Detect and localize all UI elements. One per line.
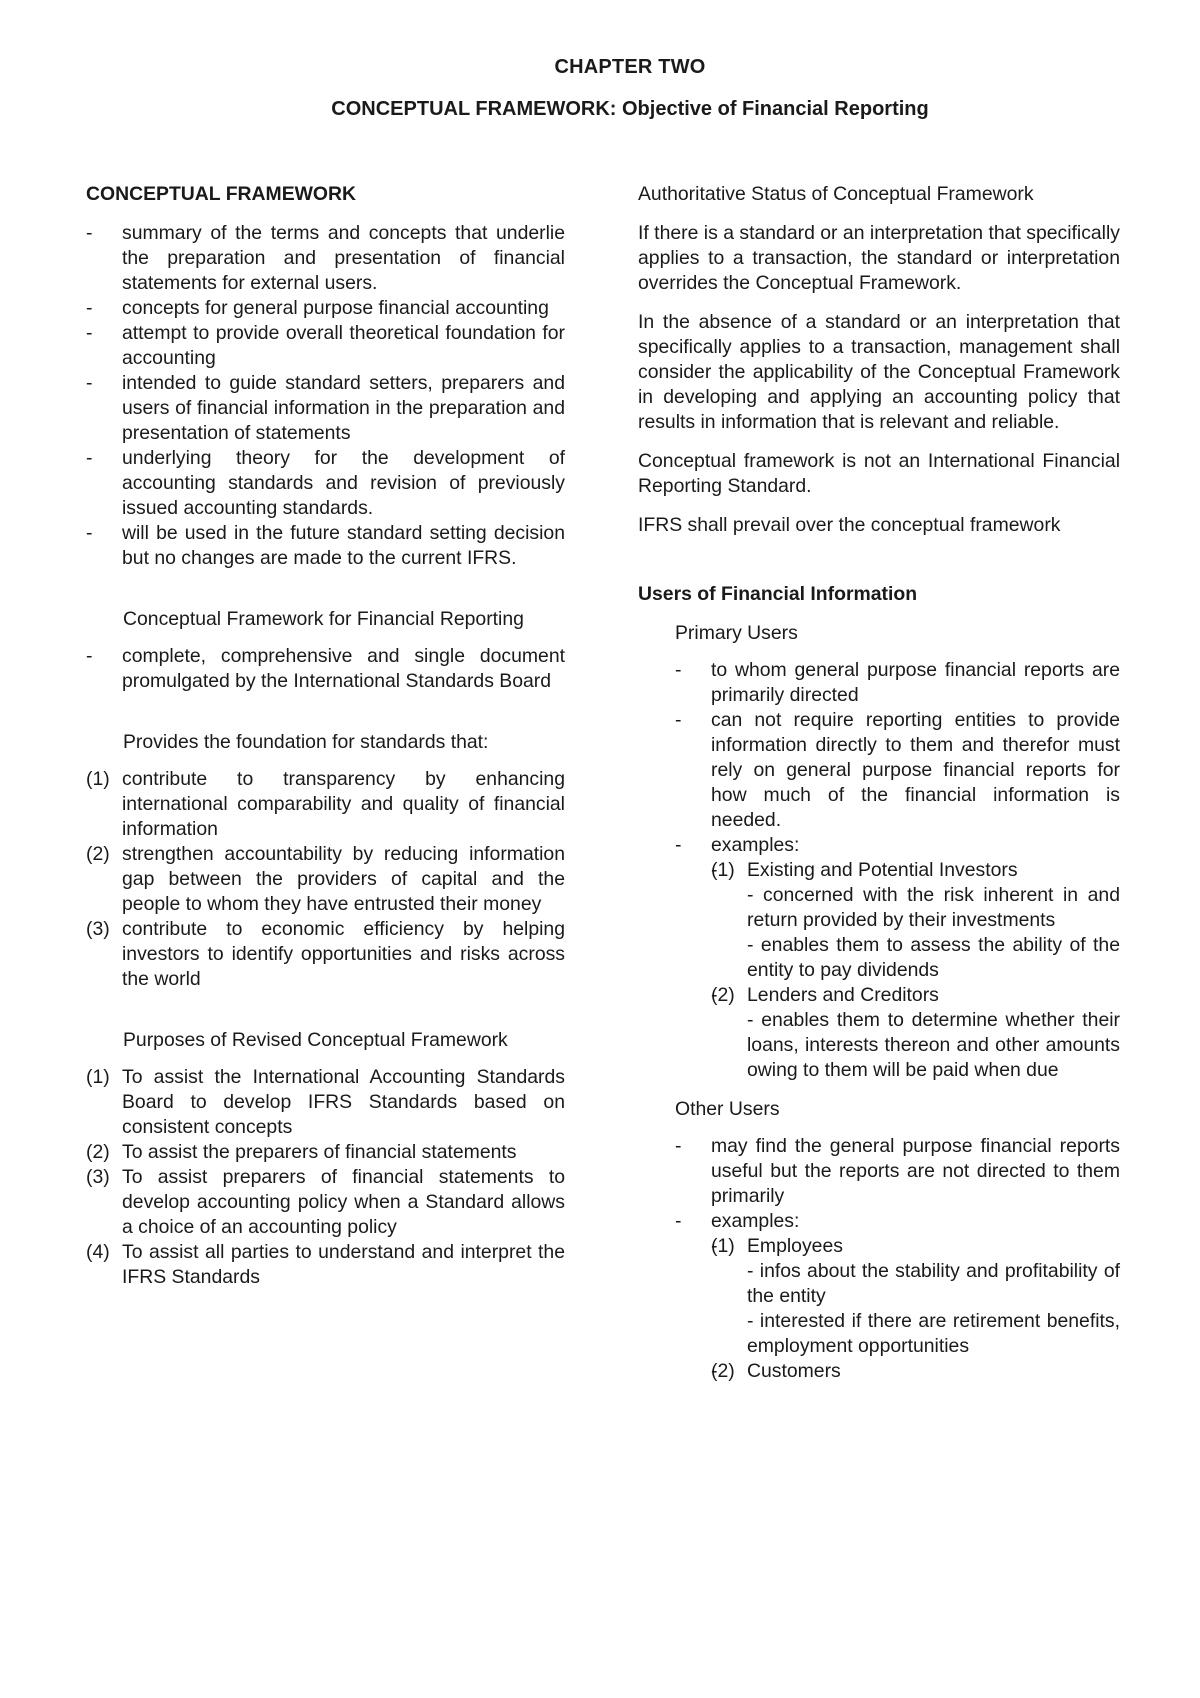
other-users-heading: Other Users [675, 1098, 780, 1120]
purposes-list [86, 1065, 565, 1290]
item-text: To assist preparers of financial statements to develop accounting policy when a Standard allows a choice of an accounting policy [122, 1166, 565, 1238]
item-number: (2) [86, 1141, 110, 1163]
item-number: (2) [86, 843, 110, 865]
example-name: Existing and Potential Investors [747, 859, 1018, 881]
foundation-heading: Provides the foundation for standards that: [123, 731, 489, 753]
purpose-item [86, 1240, 565, 1290]
chapter-title: CHAPTER TWO [554, 56, 706, 78]
example-note: - infos about the stability and profitability of the entity [747, 1260, 1120, 1307]
other-examples-item [675, 1209, 1120, 1384]
primary-user-item: - to whom general purpose financial reports are primarily directed [675, 658, 1120, 708]
item-number: (1) [86, 768, 110, 790]
auth-paragraph: Conceptual framework is not an International Financial Reporting Standard. [638, 450, 1120, 497]
purpose-item [86, 1140, 565, 1165]
primary-examples-item [675, 833, 1120, 1083]
definition-item: - will be used in the future standard setting decision but no changes are made to the current IFRS. [86, 521, 565, 571]
examples-label: examples: [711, 1210, 800, 1232]
definition-list [86, 221, 565, 571]
example-item [711, 858, 1120, 983]
item-text: contribute to economic efficiency by helping investors to identify opportunities and risks across the world [122, 918, 565, 990]
users-heading: Users of Financial Information [638, 583, 918, 605]
right-column [638, 182, 1120, 1384]
auth-paragraph: If there is a standard or an interpretation that specifically applies to a transaction, the standard or interpretation overrides the Conceptual Framework. [638, 222, 1120, 294]
primary-users-list [675, 658, 1120, 1083]
chapter-subtitle: CONCEPTUAL FRAMEWORK: Objective of Financial Reporting [331, 98, 929, 120]
definition-item: - concepts for general purpose financial accounting [86, 296, 565, 321]
authoritative-status-heading: Authoritative Status of Conceptual Framework [638, 183, 1034, 205]
example-item [711, 1359, 1120, 1384]
item-text: strengthen accountability by reducing information gap between the providers of capital and the people to whom they have entrusted their money [122, 843, 565, 915]
item-text: contribute to transparency by enhancing international comparability and quality of financial information [122, 768, 565, 840]
definition-item: - intended to guide standard setters, preparers and users of financial information in the preparation and presentation of statements [86, 371, 565, 446]
examples-label: examples: [711, 834, 800, 856]
foundation-item [86, 767, 565, 842]
example-name: Employees [747, 1235, 843, 1257]
item-text: To assist the preparers of financial statements [122, 1141, 517, 1163]
definition-item: - summary of the terms and concepts that underlie the preparation and presentation of financial statements for external users. [86, 221, 565, 296]
item-number: - (1) [711, 859, 735, 881]
other-examples-list [711, 1234, 1120, 1384]
example-name: Lenders and Creditors [747, 984, 939, 1006]
example-note: - enables them to assess the ability of the entity to pay dividends [747, 934, 1120, 981]
primary-user-item: - can not require reporting entities to provide information directly to them and therefor must rely on general purpose financial reports for how much of the financial information is needed. [675, 708, 1120, 833]
item-text: To assist all parties to understand and interpret the IFRS Standards [122, 1241, 565, 1288]
auth-paragraph: In the absence of a standard or an interpretation that specifically applies to a transaction, management shall consider the applicability of the Conceptual Framework in developing and applying an accounting policy that results in information that is relevant and reliable. [638, 311, 1120, 433]
example-note: - concerned with the risk inherent in and return provided by their investments [747, 884, 1120, 931]
purposes-heading: Purposes of Revised Conceptual Framework [123, 1029, 508, 1051]
conceptual-framework-heading: CONCEPTUAL FRAMEWORK [86, 183, 357, 205]
example-item [711, 1234, 1120, 1359]
cffr-item: - complete, comprehensive and single document promulgated by the International Standards Board [86, 644, 565, 694]
item-number: (4) [86, 1241, 110, 1263]
item-number: - (2) [711, 1360, 735, 1382]
purpose-item [86, 1065, 565, 1140]
other-user-item: - may find the general purpose financial reports useful but the reports are not directed to them primarily [675, 1134, 1120, 1209]
item-number: - (1) [711, 1235, 735, 1257]
definition-item: - underlying theory for the development of accounting standards and revision of previously issued accounting standards. [86, 446, 565, 521]
definition-item: - attempt to provide overall theoretical foundation for accounting [86, 321, 565, 371]
primary-examples-list [711, 858, 1120, 1083]
auth-paragraph: IFRS shall prevail over the conceptual framework [638, 514, 1061, 536]
left-column [86, 182, 565, 1290]
item-number: (3) [86, 918, 110, 940]
item-number: (3) [86, 1166, 110, 1188]
primary-users-heading: Primary Users [675, 622, 798, 644]
other-users-list [675, 1134, 1120, 1384]
item-number: - (2) [711, 984, 735, 1006]
foundation-item [86, 917, 565, 992]
primary-users-block [675, 658, 1120, 1083]
purpose-item [86, 1165, 565, 1240]
item-text: To assist the International Accounting Standards Board to develop IFRS Standards based on consistent concepts [122, 1066, 565, 1138]
example-note: - enables them to determine whether their loans, interests thereon and other amounts owing to them will be paid when due [747, 1009, 1120, 1081]
foundation-item [86, 842, 565, 917]
example-note: - interested if there are retirement benefits, employment opportunities [747, 1310, 1120, 1357]
cffr-heading: Conceptual Framework for Financial Reporting [123, 608, 524, 630]
example-name: Customers [747, 1360, 841, 1382]
other-users-block [675, 1134, 1120, 1384]
foundation-list [86, 767, 565, 992]
example-item [711, 983, 1120, 1083]
item-number: (1) [86, 1066, 110, 1088]
cffr-list [86, 644, 565, 694]
